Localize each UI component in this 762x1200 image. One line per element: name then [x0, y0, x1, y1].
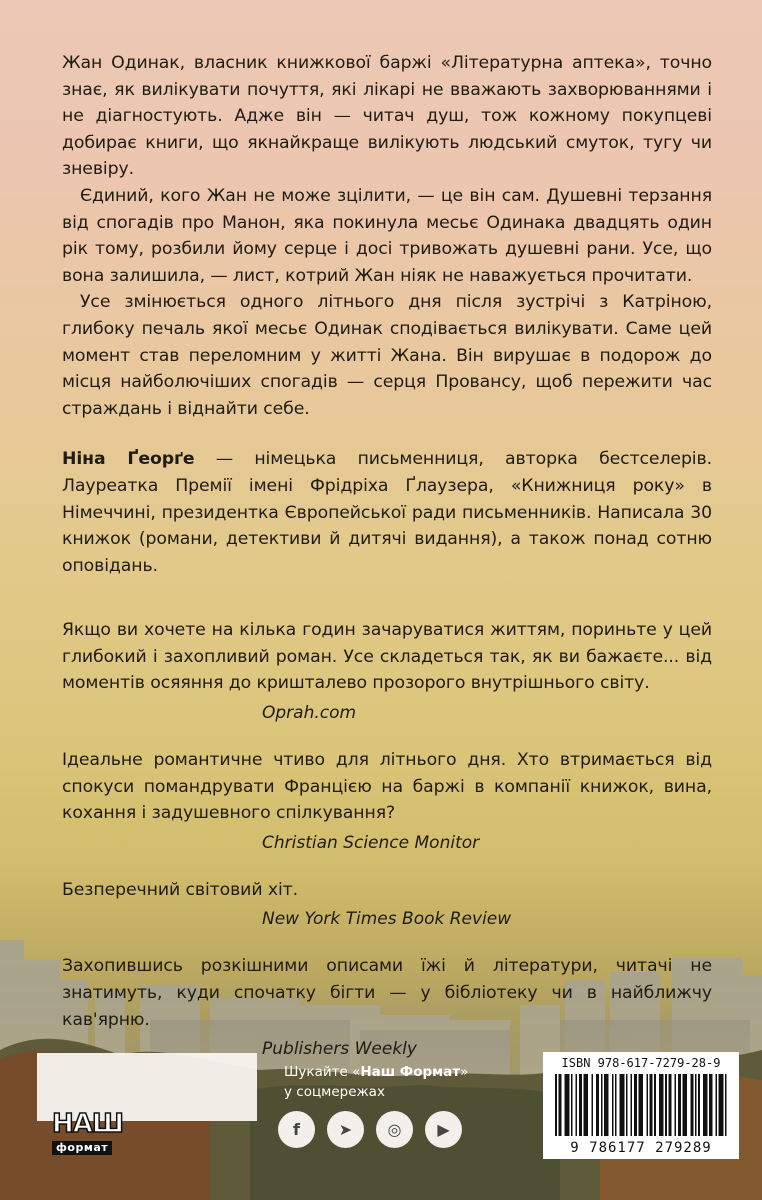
barcode-bar — [709, 1074, 711, 1136]
barcode-bar — [579, 1074, 581, 1136]
barcode-bar — [703, 1074, 705, 1136]
youtube-icon[interactable]: ▶ — [425, 1111, 462, 1148]
barcode-bar — [705, 1074, 707, 1136]
barcode-bar — [683, 1074, 685, 1136]
social-icons — [278, 1111, 462, 1148]
barcode-bar — [555, 1074, 557, 1136]
barcode-bar — [565, 1074, 567, 1136]
barcode-bar — [615, 1074, 617, 1136]
quote-text: Якщо ви хочете на кілька годин зачаруватися життям, пориньте у цей глибокий і захопливий роман. Усе складеться так, як ви бажаєте... від моментів осяяння до кришталево прозорого внутрішнього світу. — [62, 620, 712, 694]
barcode-bar — [560, 1074, 562, 1136]
social-line-2: у соцмережах — [284, 1084, 385, 1100]
publisher-logo — [52, 1109, 130, 1154]
telegram-icon[interactable]: ➤ — [327, 1111, 364, 1148]
barcode-bar — [695, 1074, 697, 1136]
logo-top-text: НАШ — [52, 1109, 124, 1139]
social-caption: Шукайте «Наш Формат» у соцмережах — [284, 1064, 469, 1100]
social-brand: Наш Формат — [360, 1064, 461, 1080]
barcode-bar — [607, 1074, 609, 1136]
barcode-bar — [691, 1074, 693, 1136]
isbn-barcode — [543, 1052, 739, 1159]
barcode-bar — [659, 1074, 661, 1136]
barcode-bar — [642, 1074, 644, 1136]
barcode-bar — [722, 1074, 724, 1136]
barcode-bar — [651, 1074, 653, 1136]
barcode-bar — [670, 1074, 672, 1136]
barcode-bar — [581, 1074, 583, 1136]
blurb-paragraph-3: Усе змінюється одного літнього дня після зустрічі з Катріною, глибоку печаль якої месьє Одинак сподівається вилікувати. Саме цей момент став переломним у житті Жана. Він вирушає в подорож до місця найболючіших спогадів — серця Провансу, щоб пережити час страждань і віднайти себе. — [62, 292, 712, 419]
barcode-bar — [678, 1074, 680, 1136]
barcode-bar — [698, 1074, 700, 1136]
barcode-bar — [621, 1074, 623, 1136]
blurb-paragraph-2: Єдиний, кого Жан не може зцілити, — це він сам. Душевні терзання від спогадів про Манон, яка покинула месьє Одинака двадцять один рік тому, розбили йому серце і досі тривожать душевні рани. Усе, що вона залишила, — лист, котрий Жан ніяк не наважується прочитати. — [62, 185, 712, 286]
barcode-bar — [604, 1074, 606, 1136]
barcode-bar — [686, 1074, 688, 1136]
barcode-bar — [692, 1074, 694, 1136]
barcode-bar — [596, 1074, 598, 1136]
quote-text: Ідеальне романтичне чтиво для літнього дня. Хто втримається від спокуси помандрувати Францією на баржі в компанії книжок, вина, кохання і задушевного спілкування? — [62, 750, 712, 824]
barcode-bar — [650, 1074, 652, 1136]
blurb-paragraph-1: Жан Одинак, власник книжкової баржі «Літературна аптека», точно знає, як вилікувати почуття, які лікарі не вважають захворюваннями і не діагностують. Адже він — читач душ, тож кожному покупцеві добирає книги, що якнайкраще вилікують людський смуток, тугу чи зневіру. — [62, 53, 712, 180]
barcode-bar — [620, 1074, 622, 1136]
barcode-bar — [623, 1074, 625, 1136]
author-description: — німецька письменниця, авторка бестселерів. Лауреатка Премії імені Фрідріха Ґлаузера, «Книжниця року» в Німеччині, президентка Європейської ради письменників. Написала 30 книжок (романи, детективи й дитячі видання), а також понад сотню оповідань. — [62, 449, 712, 576]
barcode-bar — [587, 1074, 589, 1136]
barcode-bar — [601, 1074, 603, 1136]
barcode-bar — [640, 1074, 642, 1136]
quote-text: Захопившись розкішними описами їжі й літератури, читачі не знатимуть, куди спочатку бігти — у бібліотеку чи в найближчу кав'ярню. — [62, 956, 712, 1030]
barcode-bar — [684, 1074, 686, 1136]
quote-source: Publishers Weekly — [262, 1039, 417, 1060]
quote-source: New York Times Book Review — [262, 909, 512, 930]
barcode-bar — [606, 1074, 608, 1136]
barcode-bar — [626, 1074, 628, 1136]
barcode-bar — [584, 1074, 586, 1136]
barcode-bar — [647, 1074, 649, 1136]
facebook-icon[interactable]: f — [278, 1111, 315, 1148]
barcode-bar — [559, 1074, 561, 1136]
barcode-bar — [566, 1074, 568, 1136]
barcode-bar — [634, 1074, 636, 1136]
author-name: Ніна Ґеорґе — [62, 449, 195, 470]
quote-text: Безперечний світовий хіт. — [62, 879, 299, 900]
barcode-bar — [711, 1074, 713, 1136]
barcode-bar — [631, 1074, 633, 1136]
barcode-bar — [725, 1074, 727, 1136]
barcode-bar — [576, 1074, 578, 1136]
barcode-bar — [665, 1074, 667, 1136]
barcode-bar — [571, 1074, 573, 1136]
quote-source: Oprah.com — [262, 703, 357, 724]
barcode-bar — [662, 1074, 664, 1136]
barcode-bar — [568, 1074, 570, 1136]
barcode-bar — [654, 1074, 656, 1136]
author-bio — [62, 446, 712, 579]
back-cover-text — [62, 50, 712, 1065]
barcode-bar — [706, 1074, 708, 1136]
instagram-icon[interactable]: ◎ — [376, 1111, 413, 1148]
barcode-bar — [669, 1074, 671, 1136]
barcode-bar — [716, 1074, 718, 1136]
quote-source: Christian Science Monitor — [262, 832, 480, 853]
barcode-bar — [598, 1074, 600, 1136]
barcode-bar — [639, 1074, 641, 1136]
isbn-text: ISBN 978-617-7279-28-9 — [561, 1056, 721, 1070]
logo-bottom-text: формат — [52, 1141, 112, 1155]
barcode-bar — [675, 1074, 677, 1136]
barcode-bar — [719, 1074, 721, 1136]
barcode-bar — [636, 1074, 638, 1136]
barcode-bar — [612, 1074, 614, 1136]
barcode-number: 9 786177 279289 — [570, 1140, 712, 1156]
barcode-bar — [661, 1074, 663, 1136]
barcode-bar — [592, 1074, 594, 1136]
barcode-bar — [680, 1074, 682, 1136]
barcode-bar — [720, 1074, 722, 1136]
barcode-bar — [585, 1074, 587, 1136]
